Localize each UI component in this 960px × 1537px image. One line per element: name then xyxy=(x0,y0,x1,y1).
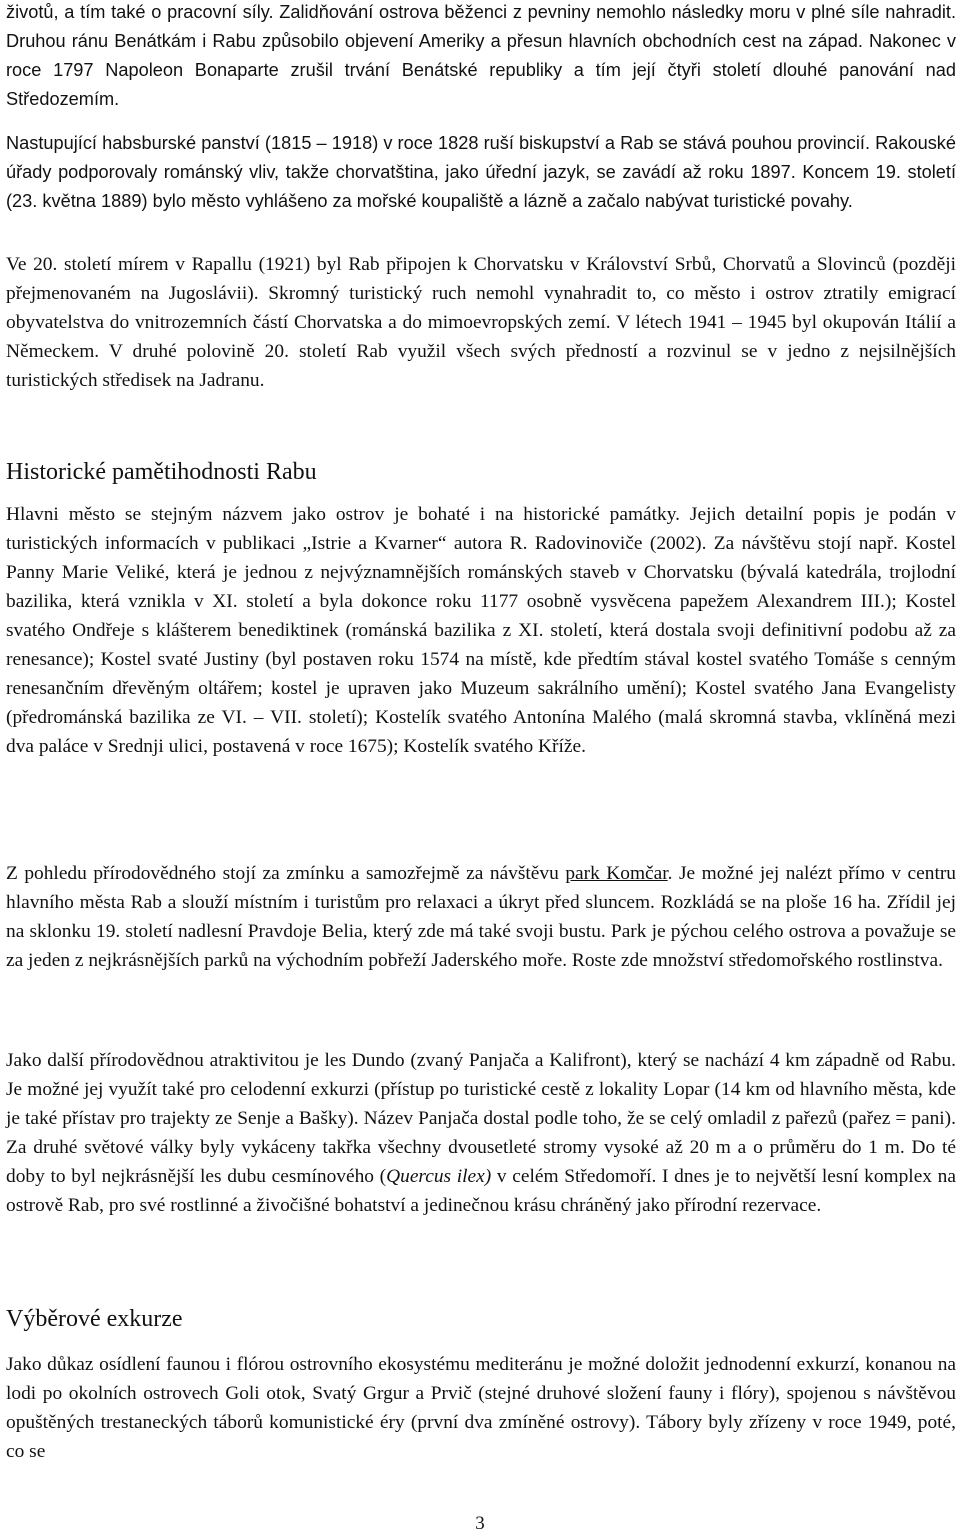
park-komcar-link[interactable]: park Komčar xyxy=(565,863,668,884)
section-heading-excursions: Výběrové exkurze xyxy=(6,1306,183,1332)
paragraph-excursions: Jako důkaz osídlení faunou i flórou ostrovního ekosystému mediteránu je možné doložit jednodenní exkurzí, konanou na lodi po okolních ostrovech Goli otok, Svatý Grgur a Prvič (stejné druhové složení fauny i flóry), spojenou s návštěvou opuštěných trestaneckých táborů komunistické éry (první dva zmíněné ostrovy). Tábory byly zřízeny v roce 1949, poté, co se xyxy=(6,1354,956,1462)
paragraph-park-komcar-text-a: Z pohledu přírodovědného stojí za zmínku a samozřejmě za návštěvu xyxy=(6,863,566,884)
paragraph-forest-dundo-text-b: v celém Středomoří. I dnes je to největší lesní komplex na ostrově Rab, pro své rostlinné a živočišné bohatství a jedinečnou krásu chráněný jako přírodní rezervace. xyxy=(6,1166,956,1216)
paragraph-historic-monuments: Hlavni město se stejným názvem jako ostrov je bohaté i na historické památky. Jejich detailní popis je podán v turistických informacích v publikaci „Istrie a Kvarner“ autora R. Radovinoviče (2002). Za návštěvu stojí např. Kostel Panny Marie Veliké, která je jednou z nejvýznamnějších románských staveb v Chorvatsku (bývalá katedrála, trojlodní bazilika, která vznikla v XI. století a byla dokonce roku 1177 osobně vysvěcena papežem Alexandrem III.); Kostel svatého Ondřeje s klášterem benediktinek (románská bazilika z XI. století, která dostala svoji definitivní podobu až za renesance); Kostel svaté Justiny (byl postaven roku 1574 na místě, kde předtím stával kostel svatého Tomáše s cenným renesančním dřevěným oltářem; kostel je upraven jako Muzeum sakrálního umění); Kostel svatého Jana Evangelisty (předrománská bazilika ze VI. – VII. století); Kostelík svatého Antonína Malého (malá skromná stavba, vklíněná mezi dva paláce v Srednji ulici, postavená v roce 1675); Kostelík svatého Kříže. xyxy=(6,504,956,757)
paragraph-forest-dundo-text-a: Jako další přírodovědnou atraktivitou je les Dundo (zvaný Panjača a Kalifront), který se nachází 4 km západně od Rabu. Je možné jej využít také pro celodenní exkurzi (přístup po turistické cestě z lokality Lopar (14 km od hlavního města, kde je také přístav pro trajekty ze Senje a Bašky). Název Panjača dostal podle toho, že se celý omladil z pařezů (pařez = pani). Za druhé světové války byly vykáceny takřka všechny dvousetleté stromy vysoké až 20 m a o průměru do 1 m. Do té doby to byl nejkrásnější les dubu cesmínového ( xyxy=(6,1050,956,1187)
paragraph-venetian-decline: životů, a tím také o pracovní síly. Zalidňování ostrova běženci z pevniny nemohlo následky moru v plné síle nahradit. Druhou ránu Benátkám i Rabu způsobilo objevení Ameriky a přesun hlavních obchodních cest na západ. Nakonec v roce 1797 Napoleon Bonaparte zrušil trvání Benátské republiky a tím její čtyři století dlouhé panování nad Středozemím. xyxy=(6,2,956,109)
paragraph-forest-dundo xyxy=(6,1046,956,1220)
latin-species-name: Quercus ilex) xyxy=(386,1166,492,1187)
paragraph-park-komcar xyxy=(6,859,956,975)
page-number: 3 xyxy=(475,1513,485,1534)
paragraph-habsburg-era: Nastupující habsburské panství (1815 – 1918) v roce 1828 ruší biskupství a Rab se stává pouhou provincií. Rakouské úřady podporovaly románský vliv, takže chorvatština, jako úřední jazyk, se zavádí až roku 1897. Koncem 19. století (23. května 1889) bylo město vyhlášeno za mořské koupaliště a lázně a začalo nabývat turistické povahy. xyxy=(6,133,956,211)
section-heading-historic-sights: Historické pamětihodnosti Rabu xyxy=(6,459,317,485)
paragraph-20th-century: Ve 20. století mírem v Rapallu (1921) byl Rab připojen k Chorvatsku v Království Srbů, Chorvatů a Slovinců (později přejmenovaném na Jugoslávii). Skromný turistický ruch nemohl vynahradit to, co město i ostrov ztratily emigrací obyvatelstva do vnitrozemních částí Chorvatska a do mimoevropských zemí. V létech 1941 – 1945 byl okupován Itálií a Německem. V druhé polovině 20. století Rab využil všech svých předností a rozvinul se v jedno z nejsilnějších turistických středisek na Jadranu. xyxy=(6,254,956,391)
paragraph-park-komcar-text-b: . Je možné jej nalézt přímo v centru hlavního města Rab a slouží místním i turistům pro relaxaci a úkryt před sluncem. Rozkládá se na ploše 16 ha. Zřídil jej na sklonku 19. století nadlesní Pravdoje Belia, který zde má také svoji bustu. Park je pýchou celého ostrova a považuje se za jeden z nejkrásnějších parků na východním pobřeží Jaderského moře. Roste zde množství středomořského rostlinstva. xyxy=(6,863,956,971)
